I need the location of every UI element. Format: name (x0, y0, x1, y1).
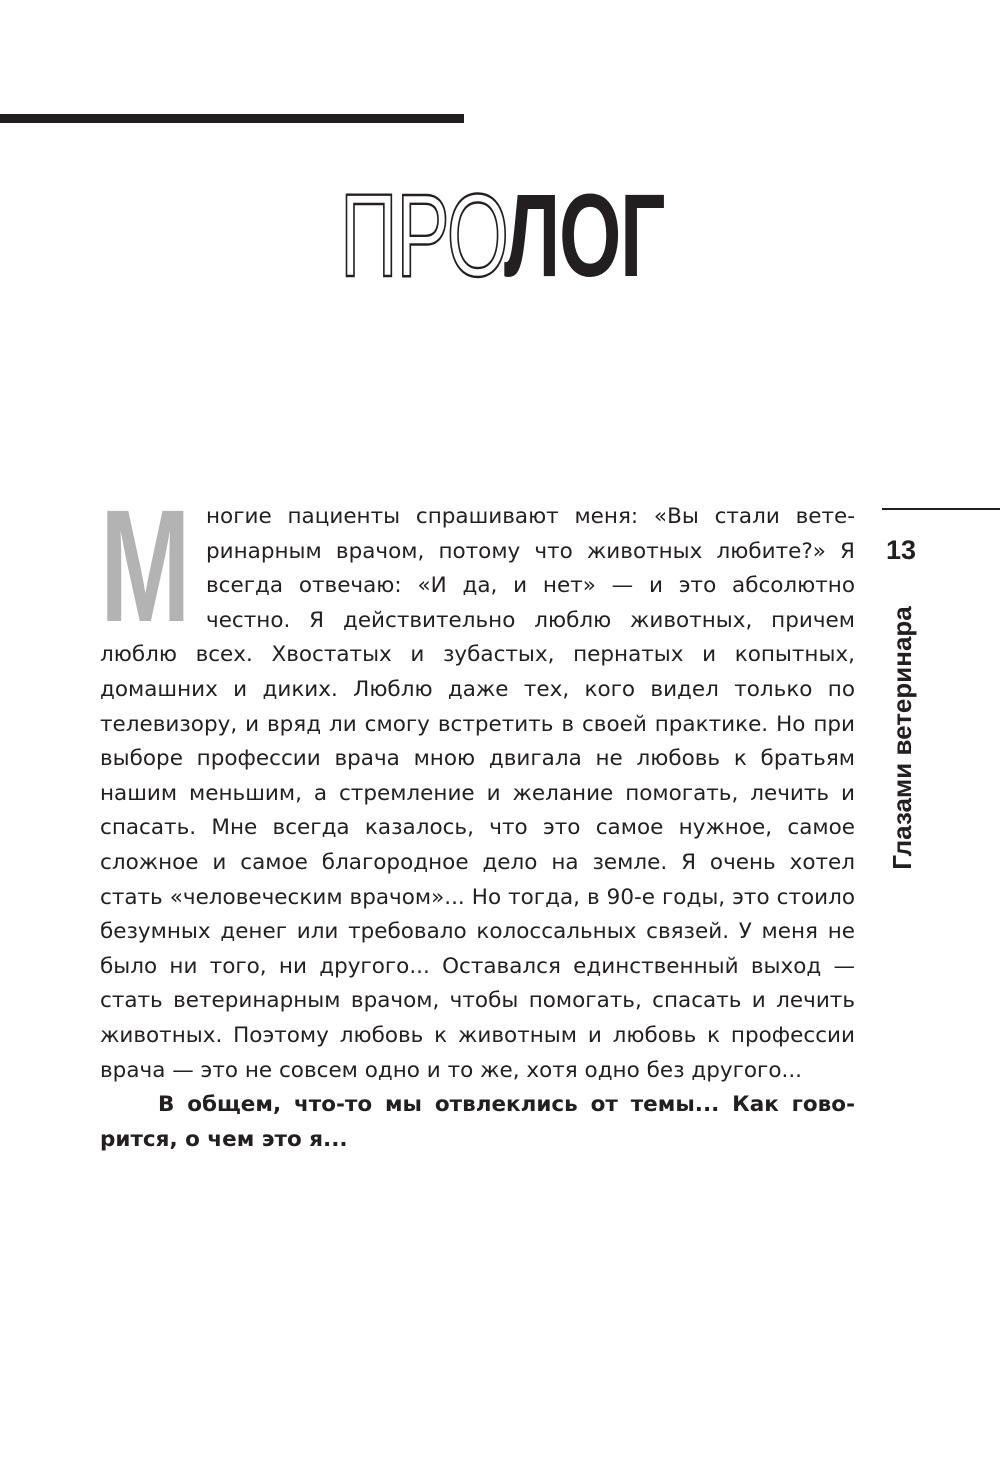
sidebar-rule (882, 508, 1000, 510)
chapter-title-light: ПРО (339, 170, 508, 302)
paragraph-1-text: ногие пациенты спрашивают меня: «Вы стали ветеринарным врачом, потому что животных любите?» Я всегда отвечаю: «И да, и нет» — и это абсолютно честно. Я действительно люблю животных, причем люблю всех. Хвостатых и зубастых, пернатых и копытных, домашних и диких. Люблю даже тех, кого видел только по телевизору, и вряд ли смогу встретить в своей практике. Но при выборе профессии врача мною двигала не любовь к братьям нашим меньшим, а стремление и желание помогать, лечить и спасать. Мне всегда казалось, что это самое нужное, самое сложное и самое благородное дело на земле. Я очень хотел стать «человеческим врачом»... Но тогда, в 90-е годы, это стоило безумных денег или требовало колоссальных связей. У меня не было ни того, ни другого... Оставался единственный выход — стать ветеринарным врачом, чтобы помогать, спасать и лечить животных. Поэтому любовь к животным и любовь к профессии врача — это не совсем одно и то же, хотя одно без другого... (100, 504, 855, 1083)
running-head: Глазами ветеринара (887, 606, 917, 870)
top-rule (0, 114, 464, 123)
drop-cap: М (100, 476, 191, 655)
page-number: 13 (885, 535, 917, 565)
body-text (100, 500, 855, 1157)
paragraph-1 (100, 500, 855, 1088)
chapter-title-bold: ЛОГ (503, 170, 664, 302)
chapter-title (0, 170, 1000, 302)
paragraph-2: В общем, что-то мы отвлеклись от темы... Как говорится, о чем это я... (100, 1092, 855, 1152)
drop-cap-space (100, 500, 206, 638)
